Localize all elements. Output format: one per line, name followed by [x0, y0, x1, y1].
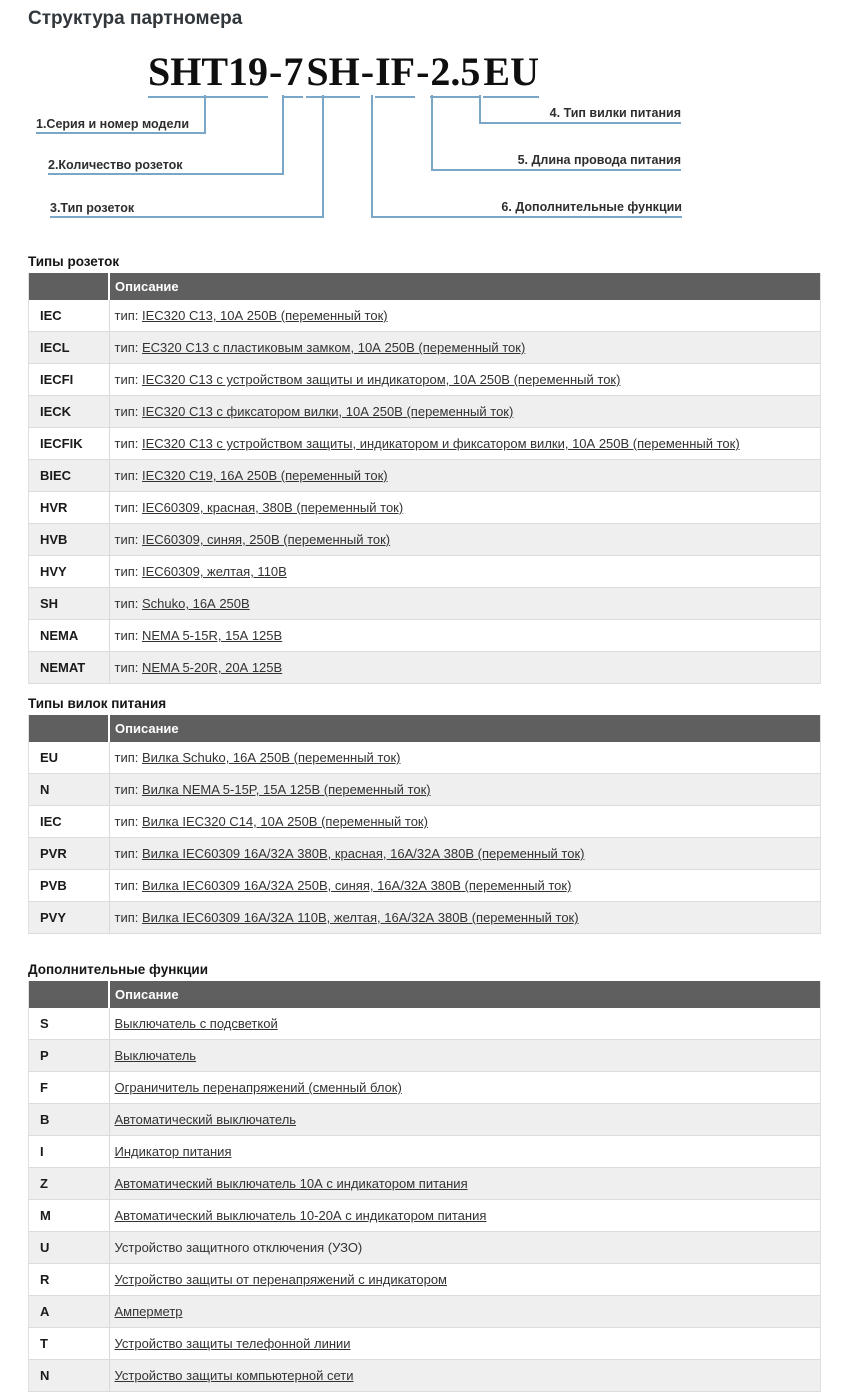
description-link[interactable]: IEC320 C13, 10А 250В (переменный ток): [142, 308, 388, 323]
description-link[interactable]: Индикатор питания: [114, 1144, 232, 1159]
type-prefix: тип:: [114, 372, 139, 387]
description-link[interactable]: Устройство защиты компьютерной сети: [114, 1368, 354, 1383]
description-link[interactable]: Амперметр: [114, 1304, 183, 1319]
description-link[interactable]: IEC320 C13 с устройством защиты, индикатором и фиксатором вилки, 10А 250В (переменный ток): [142, 436, 740, 451]
row-description: [109, 1296, 821, 1328]
part-number-segment: IF: [375, 50, 415, 98]
table-row: [29, 774, 821, 806]
description-link[interactable]: IEC60309, красная, 380В (переменный ток): [142, 500, 404, 515]
type-prefix: тип:: [114, 468, 139, 483]
type-prefix: тип:: [114, 750, 139, 765]
row-code: A: [29, 1296, 110, 1328]
part-number-segment: SH: [306, 50, 359, 98]
type-prefix: тип:: [114, 564, 139, 579]
row-code: U: [29, 1232, 110, 1264]
row-description: [109, 1200, 821, 1232]
connector-line: [48, 173, 284, 175]
row-code: N: [29, 774, 110, 806]
row-code: Z: [29, 1168, 110, 1200]
connector-line: [431, 169, 681, 171]
connector-line: [322, 95, 324, 218]
table-header-row: [29, 715, 821, 742]
part-number-separator: -: [416, 49, 430, 94]
table-heading: Типы розеток: [28, 254, 120, 269]
row-code: PVY: [29, 902, 110, 934]
description-link[interactable]: IEC60309, синяя, 250В (переменный ток): [142, 532, 391, 547]
description-text: Устройство защитного отключения (УЗО): [114, 1240, 363, 1255]
row-description: [109, 1008, 821, 1040]
diagram-label-series-model: 1.Серия и номер модели: [36, 117, 190, 131]
table-row: [29, 1136, 821, 1168]
row-description: [109, 1040, 821, 1072]
description-link[interactable]: Устройство защиты от перенапряжений с индикатором: [114, 1272, 447, 1287]
row-description: [109, 460, 821, 492]
description-link[interactable]: NEMA 5-20R, 20А 125В: [142, 660, 283, 675]
part-number-segment: 2.5: [430, 50, 480, 98]
extra-functions-table: [28, 981, 821, 1392]
type-prefix: тип:: [114, 660, 139, 675]
table-heading: Типы вилок питания: [28, 696, 167, 711]
column-header-code: [29, 981, 110, 1008]
row-code: S: [29, 1008, 110, 1040]
description-link[interactable]: ЕС320 C13 с пластиковым замком, 10А 250В (переменный ток): [142, 340, 526, 355]
table-header-row: [29, 273, 821, 300]
table-row: [29, 742, 821, 774]
connector-line: [371, 216, 682, 218]
row-description: [109, 774, 821, 806]
part-number-separator: -: [269, 49, 283, 94]
row-code: IEC: [29, 300, 110, 332]
table-row: [29, 364, 821, 396]
table-row: [29, 460, 821, 492]
table-row: [29, 1104, 821, 1136]
tables-area: [28, 254, 821, 1392]
table-row: [29, 870, 821, 902]
diagram-label-outlet-type: 3.Тип розеток: [50, 201, 135, 215]
row-description: [109, 332, 821, 364]
row-code: P: [29, 1040, 110, 1072]
row-code: IECK: [29, 396, 110, 428]
row-description: [109, 1168, 821, 1200]
row-code: IECFIK: [29, 428, 110, 460]
table-row: [29, 1296, 821, 1328]
description-link[interactable]: Schuko, 16А 250В: [142, 596, 250, 611]
description-link[interactable]: Автоматический выключатель: [114, 1112, 297, 1127]
description-link[interactable]: Вилка IEC60309 16А/32А 250В, синяя, 16А/32А 380В (переменный ток): [142, 878, 572, 893]
table-row: [29, 556, 821, 588]
part-number-segment: EU: [483, 50, 539, 98]
type-prefix: тип:: [114, 782, 139, 797]
socket-types-table: [28, 273, 821, 684]
column-header-description: Описание: [109, 273, 821, 300]
row-code: N: [29, 1360, 110, 1392]
description-link[interactable]: IEC320 C19, 16А 250В (переменный ток): [142, 468, 388, 483]
table-row: [29, 428, 821, 460]
table-row: [29, 1168, 821, 1200]
description-link[interactable]: Устройство защиты телефонной линии: [114, 1336, 351, 1351]
type-prefix: тип:: [114, 532, 139, 547]
type-prefix: тип:: [114, 846, 139, 861]
row-description: [109, 838, 821, 870]
row-description: [109, 1264, 821, 1296]
diagram-label-plug-type: 4. Тип вилки питания: [549, 106, 681, 120]
table-row: [29, 838, 821, 870]
row-code: M: [29, 1200, 110, 1232]
description-link[interactable]: Вилка Schuko, 16А 250В (переменный ток): [142, 750, 401, 765]
page-title: Структура партномера: [28, 8, 243, 29]
connector-line: [36, 132, 206, 134]
table-heading: Дополнительные функции: [28, 962, 209, 977]
row-description: [109, 1136, 821, 1168]
description-link[interactable]: NEMA 5-15R, 15А 125В: [142, 628, 283, 643]
row-description: [109, 1104, 821, 1136]
table-row: [29, 1328, 821, 1360]
type-prefix: тип:: [114, 340, 139, 355]
column-header-description: Описание: [109, 981, 821, 1008]
row-description: [109, 396, 821, 428]
row-code: BIEC: [29, 460, 110, 492]
row-code: HVY: [29, 556, 110, 588]
row-description: [109, 902, 821, 934]
description-link[interactable]: IEC60309, желтая, 110В: [142, 564, 287, 579]
table-row: [29, 1232, 821, 1264]
table-row: [29, 300, 821, 332]
row-code: IECFI: [29, 364, 110, 396]
row-code: T: [29, 1328, 110, 1360]
diagram-label-extra-functions: 6. Дополнительные функции: [501, 200, 682, 214]
description-link[interactable]: Вилка NEMA 5-15P, 15А 125В (переменный ток): [142, 782, 431, 797]
row-code: B: [29, 1104, 110, 1136]
connector-line: [479, 122, 681, 124]
column-header-description: Описание: [109, 715, 821, 742]
table-row: [29, 806, 821, 838]
connector-line: [204, 95, 206, 134]
connector-line: [282, 95, 284, 175]
row-code: PVR: [29, 838, 110, 870]
row-code: R: [29, 1264, 110, 1296]
row-description: [109, 742, 821, 774]
column-header-code: [29, 273, 110, 300]
type-prefix: тип:: [114, 436, 139, 451]
row-code: I: [29, 1136, 110, 1168]
type-prefix: тип:: [114, 814, 139, 829]
part-number-segment: SHT19: [148, 50, 268, 98]
description-link[interactable]: Выключатель с подсветкой: [114, 1016, 278, 1031]
table-row: [29, 1072, 821, 1104]
row-description: [109, 1072, 821, 1104]
row-code: HVR: [29, 492, 110, 524]
type-prefix: тип:: [114, 404, 139, 419]
type-prefix: тип:: [114, 910, 139, 925]
table-row: [29, 492, 821, 524]
description-link[interactable]: Вилка IEC60309 16А/32А 110В, желтая, 16А/32А 380В (переменный ток): [142, 910, 579, 925]
description-link[interactable]: Ограничитель перенапряжений (сменный блок): [114, 1080, 402, 1095]
table-row: [29, 396, 821, 428]
row-code: IECL: [29, 332, 110, 364]
type-prefix: тип:: [114, 500, 139, 515]
table-row: [29, 1040, 821, 1072]
description-link[interactable]: Автоматический выключатель 10А с индикатором питания: [114, 1176, 468, 1191]
row-code: EU: [29, 742, 110, 774]
part-number: [148, 50, 539, 98]
table-row: [29, 1008, 821, 1040]
plug-types-table: [28, 715, 821, 934]
table-row: [29, 620, 821, 652]
row-code: IEC: [29, 806, 110, 838]
row-description: [109, 1360, 821, 1392]
diagram-label-cord-length: 5. Длина провода питания: [517, 153, 681, 167]
description-link[interactable]: Автоматический выключатель 10-20А с индикатором питания: [114, 1208, 487, 1223]
row-description: [109, 652, 821, 684]
part-number-segment: 7: [283, 50, 303, 98]
table-row: [29, 652, 821, 684]
row-description: [109, 870, 821, 902]
row-description: [109, 806, 821, 838]
row-code: NEMA: [29, 620, 110, 652]
row-description: [109, 300, 821, 332]
table-row: [29, 588, 821, 620]
part-number-separator: -: [360, 49, 375, 94]
type-prefix: тип:: [114, 596, 139, 611]
extra-functions-section: [28, 962, 821, 1392]
row-description: [109, 588, 821, 620]
row-description: [109, 620, 821, 652]
row-code: F: [29, 1072, 110, 1104]
description-link[interactable]: IEC320 C13 с устройством защиты и индикатором, 10А 250В (переменный ток): [142, 372, 621, 387]
part-number-diagram: [0, 0, 849, 252]
table-header-row: [29, 981, 821, 1008]
row-description: [109, 428, 821, 460]
description-link[interactable]: Вилка IEC320 C14, 10А 250В (переменный ток): [142, 814, 428, 829]
type-prefix: тип:: [114, 628, 139, 643]
table-row: [29, 1264, 821, 1296]
row-description: [109, 492, 821, 524]
connector-line: [50, 216, 324, 218]
row-code: NEMAT: [29, 652, 110, 684]
row-code: PVB: [29, 870, 110, 902]
row-description: [109, 556, 821, 588]
diagram-label-outlet-count: 2.Количество розеток: [48, 158, 183, 172]
table-row: [29, 524, 821, 556]
description-link[interactable]: Вилка IEC60309 16А/32А 380В, красная, 16А/32А 380В (переменный ток): [142, 846, 585, 861]
plug-types-section: [28, 696, 821, 934]
description-link[interactable]: IEC320 C13 с фиксатором вилки, 10А 250В (переменный ток): [142, 404, 514, 419]
description-link[interactable]: Выключатель: [114, 1048, 197, 1063]
table-row: [29, 332, 821, 364]
table-row: [29, 902, 821, 934]
row-description: [109, 364, 821, 396]
type-prefix: тип:: [114, 308, 139, 323]
row-description: [109, 1328, 821, 1360]
table-row: [29, 1360, 821, 1392]
column-header-code: [29, 715, 110, 742]
row-code: SH: [29, 588, 110, 620]
type-prefix: тип:: [114, 878, 139, 893]
table-row: [29, 1200, 821, 1232]
socket-types-section: [28, 254, 821, 684]
row-description: [109, 1232, 821, 1264]
row-description: [109, 524, 821, 556]
row-code: HVB: [29, 524, 110, 556]
